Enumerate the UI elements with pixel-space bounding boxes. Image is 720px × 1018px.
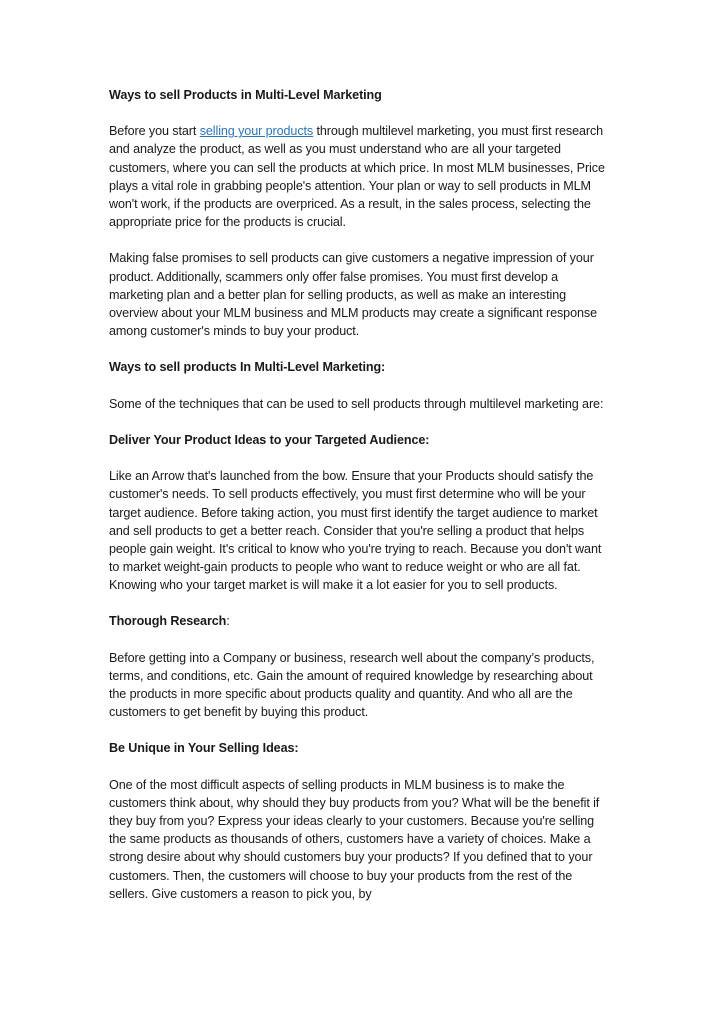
techniques-paragraph: Some of the techniques that can be used to sell products through multilevel marketing are: [109, 396, 604, 411]
research-heading-colon: : [226, 614, 230, 629]
ways-heading: Ways to sell products In Multi-Level Marketing: [109, 360, 386, 375]
unique-paragraph: One of the most difficult aspects of selling products in MLM business is to make the customers think about, why should they buy products from you? What will be the benefit if they buy from you? Express your ideas clearly to your customers. Because you're selling the same products as thousands of others, customers have a variety of choices. Make a strong desire about why should customers buy your products? If you defined that to your customers. Then, the customers will choose to buy your products from the rest of the sellers. Give customers a reason to pick you, by [109, 777, 600, 901]
intro-text-before: Before you start [109, 124, 200, 139]
intro-text-after: through multilevel marketing, you must first research and analyze the product, as well as you must understand who are all your targeted customers, where you can sell the products at which price. In most MLM businesses, Price plays a vital role in grabbing people's attention. Your plan or way to sell products in MLM won't work, if the products are overpriced. As a result, in the sales process, selecting the appropriate price for the products is crucial. [109, 124, 605, 230]
document-title: Ways to sell Products in Multi-Level Marketing [109, 88, 382, 102]
research-paragraph: Before getting into a Company or business, research well about the company’s products, terms, and conditions, etc. Gain the amount of required knowledge by researching about the products in more specific about products quality and quantity. And who all are the customers to get benefit by buying this product. [109, 650, 595, 720]
false-promises-paragraph: Making false promises to sell products can give customers a negative impression of your product. Additionally, scammers only offer false promises. You must first develop a marketing plan and a better plan for selling products, as well as make an interesting overview about your MLM business and MLM products may create a significant response among customer's minds to buy your product. [109, 251, 597, 338]
research-heading: Thorough Research [109, 614, 227, 629]
intro-paragraph [109, 122, 613, 231]
selling-products-link[interactable]: selling your products [199, 124, 314, 139]
deliver-heading: Deliver Your Product Ideas to your Targeted Audience: [109, 432, 430, 447]
research-heading-line [109, 612, 613, 630]
unique-heading: Be Unique in Your Selling Ideas: [109, 741, 299, 756]
document-page [109, 86, 613, 921]
deliver-paragraph: Like an Arrow that's launched from the bow. Ensure that your Products should satisfy the customer's needs. To sell products effectively, you must first determine who will be your target audience. Before taking action, you must first identify the target audience to market and sell products to get a better reach. Consider that you're selling a product that helps people gain weight. It's critical to know who you're trying to reach. Because you don't want to market weight-gain products to people who want to reduce weight or who are all fat. Knowing who your target market is will make it a lot easier for you to sell products. [109, 469, 602, 593]
